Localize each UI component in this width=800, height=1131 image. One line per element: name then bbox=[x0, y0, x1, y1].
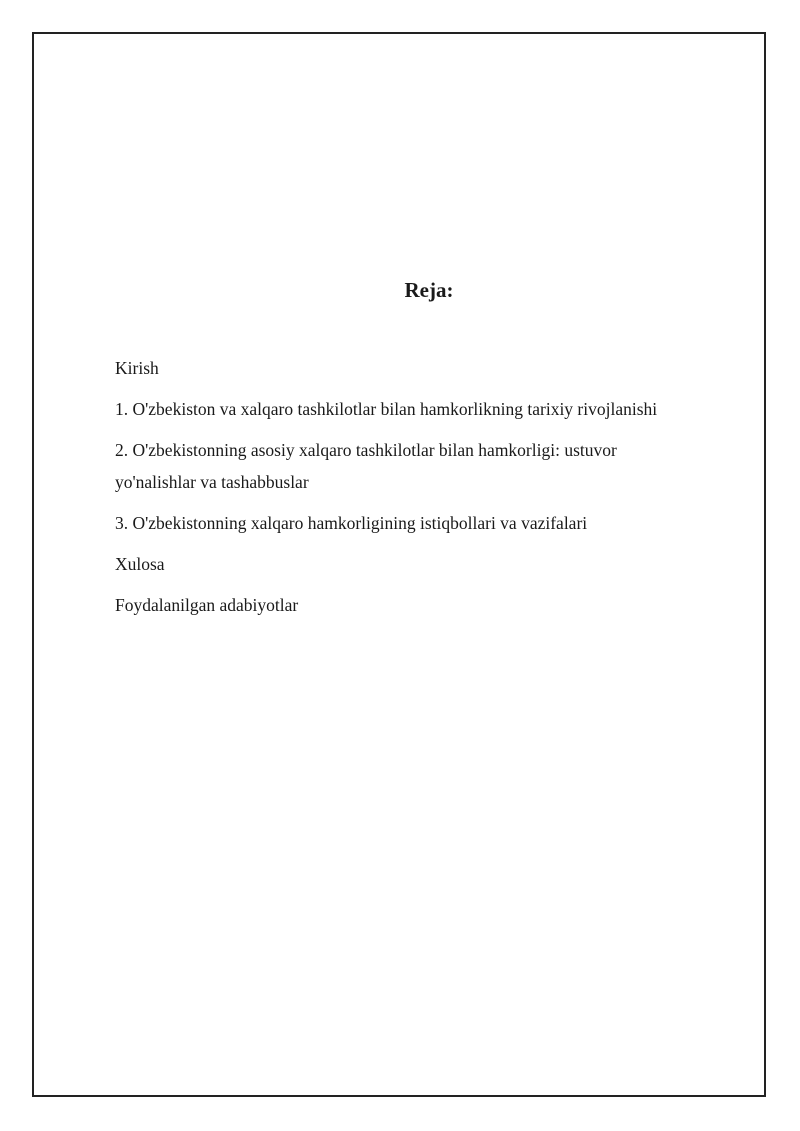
toc-item-conclusion: Xulosa bbox=[115, 554, 165, 574]
toc-item-1: 1. O'zbekiston va xalqaro tashkilotlar bilan hamkorlikning tarixiy rivojlanishi bbox=[115, 399, 658, 419]
toc-item-introduction: Kirish bbox=[115, 358, 159, 378]
toc-item-3: 3. O'zbekistonning xalqaro hamkorligining istiqbollari va vazifalari bbox=[115, 513, 588, 533]
toc-item-2: 2. O'zbekistonning asosiy xalqaro tashkilotlar bilan hamkorligi: ustuvor yo'nalishlar va tashabbuslar bbox=[115, 440, 617, 492]
table-of-contents bbox=[115, 352, 715, 630]
toc-item-references: Foydalanilgan adabiyotlar bbox=[115, 595, 299, 615]
page-title: Reja: bbox=[404, 278, 454, 302]
